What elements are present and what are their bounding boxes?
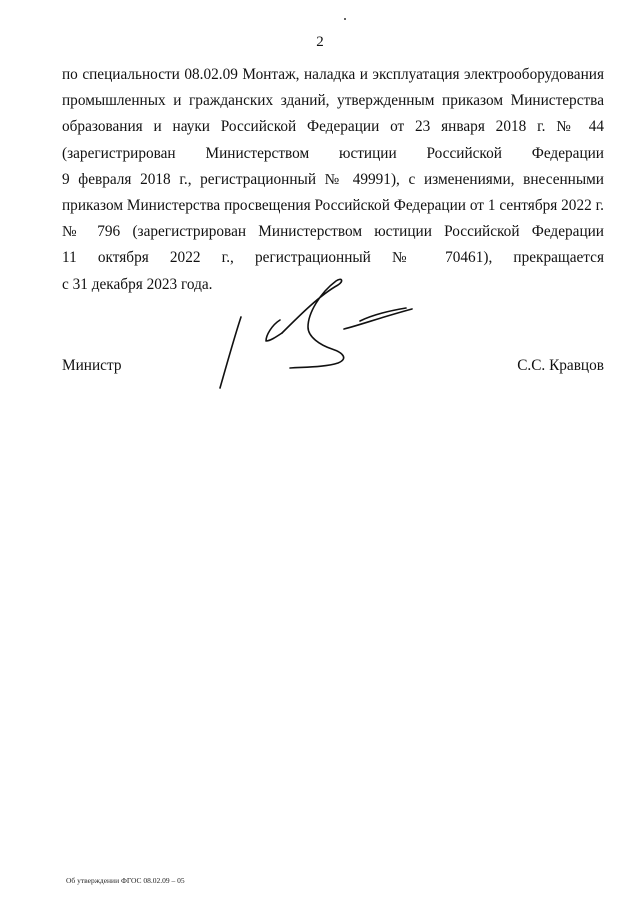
signer-name: С.С. Кравцов [517, 357, 604, 374]
body-line-7: № 796 (зарегистрирован Министерством юстиции Российской Федерации [62, 223, 604, 241]
body-line-1: по специальности 08.02.09 Монтаж, наладка и эксплуатация электрооборудования [62, 66, 604, 83]
body-paragraph [62, 62, 604, 298]
signer-position: Министр [62, 357, 122, 374]
body-line-2: промышленных и гражданских зданий, утвержденным приказом Министерства [62, 92, 604, 110]
scan-speck [344, 18, 346, 20]
body-line-6: приказом Министерства просвещения Российской Федерации от 1 сентября 2022 г. [62, 196, 604, 214]
signature-block [62, 353, 604, 379]
footer-note: Об утверждении ФГОС 08.02.09 – 05 [66, 876, 185, 885]
body-line-5: 9 февраля 2018 г., регистрационный № 49991), с изменениями, внесенными [62, 170, 604, 188]
body-line-9: с 31 декабря 2023 года. [62, 275, 213, 293]
body-line-4: (зарегистрирован Министерством юстиции Российской Федерации [62, 144, 604, 162]
page-number: 2 [316, 34, 324, 50]
body-line-8: 11 октября 2022 г., регистрационный № 70461), прекращается [62, 249, 604, 267]
body-line-3: образования и науки Российской Федерации от 23 января 2018 г. № 44 [62, 118, 604, 136]
